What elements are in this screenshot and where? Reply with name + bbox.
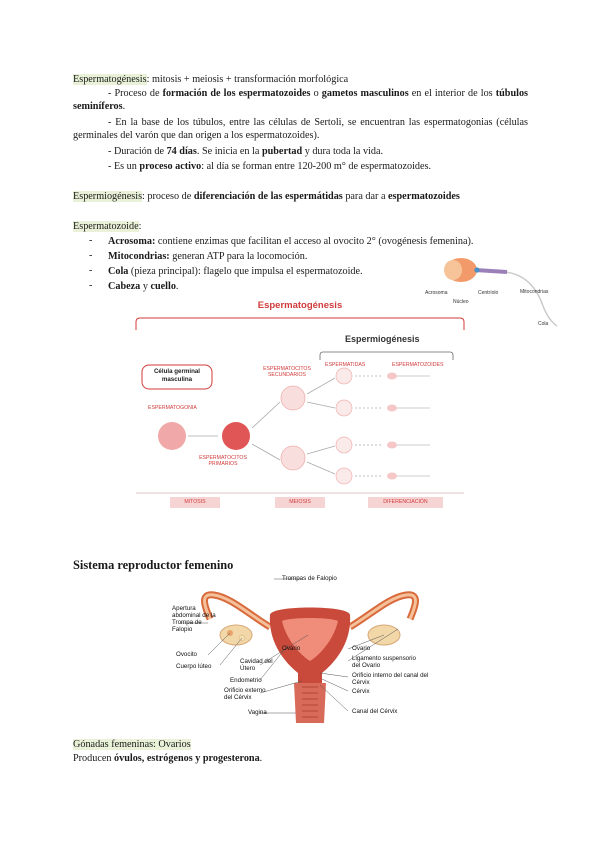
bullet-head-term: Cabeza	[108, 281, 141, 292]
label-nucleus: Núcleo	[453, 299, 469, 305]
item3-text-a: - Duración de	[108, 146, 167, 157]
spermiogenesis-line	[73, 190, 460, 203]
spermiogenesis-bold-a: diferenciación de las espermátidas	[193, 191, 343, 202]
cell-primary	[222, 422, 250, 450]
bullet-mitochondria	[108, 250, 307, 263]
spermiogenesis-term: Espermiogénesis	[73, 191, 143, 202]
bullet-acrosome-text: contiene enzimas que facilitan el acceso al ovocito 2° (ovogénesis femenina).	[155, 236, 474, 247]
arrow-2a	[252, 402, 280, 428]
item1-text-b: o	[310, 88, 322, 99]
arrow-3a	[307, 378, 335, 394]
dash-2: -	[89, 250, 93, 261]
label-vagina: Vagina	[248, 709, 267, 716]
phase-differentiation: DIFERENCIACIÓN	[383, 499, 428, 505]
item4-text-b: : al día se forman entre 120-200 m° de espermatozoides.	[201, 161, 432, 172]
label-secondary: ESPERMATOCITOS SECUNDARIOS	[263, 366, 311, 378]
gonads-suffix: .	[259, 753, 263, 764]
item1-bold-a: formación de los espermatozoides	[162, 88, 311, 99]
bullet-tail-text: (pieza principal): flagelo que impulsa el espermatozoide.	[128, 266, 363, 277]
label-canal: Canal del Cérvix	[352, 708, 398, 715]
item3-text-c: y dura toda la vida.	[302, 146, 384, 157]
spermatozoon-2	[387, 405, 397, 412]
spermatid-4	[336, 468, 352, 484]
leader-internal-os	[320, 673, 348, 677]
label-spermatids: ESPERMATIDAS	[325, 362, 366, 368]
label-tail: Cola	[538, 321, 549, 327]
spermatid-3	[336, 437, 352, 453]
sperm-centriole	[474, 267, 479, 272]
spermatozoon-4	[387, 473, 397, 480]
label-ovary-right: Ovario	[352, 645, 371, 652]
gonads-prefix: Producen	[73, 753, 115, 764]
arrow-3d	[307, 462, 335, 474]
bullet-head-end: .	[175, 281, 179, 292]
item1-text-c: en el interior de los	[408, 88, 496, 99]
sperm-acrosome	[444, 260, 462, 280]
cell-secondary-2	[281, 446, 305, 470]
label-opening: Apertura abdominal de la Trompa de Falopio	[172, 605, 216, 633]
sub-bracket	[320, 352, 453, 360]
gonads-bold: óvulos, estrógenos y progesterona	[114, 753, 260, 764]
item3-text-b: . Se inicia en la	[196, 146, 262, 157]
cell-secondary-1	[281, 386, 305, 410]
label-primary: ESPERMATOCITOS PRIMARIOS	[199, 455, 247, 467]
item3-bold-a: 74 días	[166, 146, 197, 157]
label-external-os: Orificio externo del Cérvix	[224, 687, 266, 701]
bullet-tail	[108, 265, 363, 278]
spermatogenesis-line	[73, 73, 348, 86]
female-section-heading: Sistema reproductor femenino	[73, 558, 234, 572]
diagram-subtitle: Espermiogénesis	[345, 334, 420, 344]
bullet-acrosome	[108, 235, 473, 248]
uterus-figure	[170, 575, 450, 725]
arrow-3b	[307, 402, 335, 408]
spermatogenesis-item-3	[108, 145, 383, 158]
label-endometrium: Endometrio	[230, 677, 262, 684]
bullet-head	[108, 280, 178, 293]
item1-bold-b: gametos masculinos	[321, 88, 409, 99]
dash-1: -	[89, 235, 93, 246]
spermatogenesis-item-2: - En la base de los túbulos, entre las células de Sertoli, se encuentran las espermatogonias (células germinales del varón que dan origen a los espermatozoides).	[73, 117, 528, 141]
phase-mitosis: MITOSIS	[184, 499, 206, 505]
label-cavity: Cavidad del Útero	[240, 658, 273, 672]
label-centriole: Centríolo	[478, 290, 499, 296]
spermatozoon-1	[387, 373, 397, 380]
label-corpus: Cuerpo lúteo	[176, 663, 212, 670]
label-mitochondria: Mitocondrias	[520, 289, 549, 295]
spermatogenesis-definition: : mitosis + meiosis + transformación morfológica	[146, 74, 349, 85]
sperm-tail-flagellum	[505, 272, 557, 326]
right-tube-inner	[350, 595, 416, 627]
bullet-neck-term: cuello	[150, 281, 176, 292]
spermatogenesis-diagram	[130, 300, 470, 515]
sperm-midpiece	[475, 270, 507, 272]
left-ovary	[220, 625, 252, 645]
spermatid-1	[336, 368, 352, 384]
item1-text-d: .	[122, 101, 126, 112]
dash-4: -	[89, 280, 93, 291]
spermiogenesis-text-b: para dar a	[342, 191, 389, 202]
label-acrosome: Acrosoma	[425, 290, 448, 296]
bullet-head-text: y	[140, 281, 151, 292]
spermiogenesis-bold-b: espermatozoides	[388, 191, 460, 202]
spermatogenesis-term: Espermatogénesis	[73, 74, 147, 85]
dash-3: -	[89, 265, 93, 276]
spermatozoon-colon: :	[138, 221, 142, 232]
spermatozoon-term: Espermatozoide	[73, 221, 139, 232]
label-internal-os: Orificio interno del canal del Cérvix	[352, 672, 429, 686]
arrow-3c	[307, 446, 335, 454]
label-spermatogonia: ESPERMATOGONIA	[148, 405, 197, 411]
leader-oocyte	[208, 633, 230, 655]
spermatogenesis-item-1	[73, 87, 528, 113]
cell-spermatogonia	[158, 422, 186, 450]
item1-bold-c: túbulos seminíferos	[73, 88, 529, 112]
label-oocyte: Ovocito	[176, 651, 197, 658]
label-ovary-top: Ovario	[282, 645, 301, 652]
item1-text-a: - Proceso de	[108, 88, 163, 99]
bullet-mitochondria-term: Mitocondrias:	[108, 251, 170, 262]
gonads-heading: Gónadas femeninas: Ovarios	[73, 739, 191, 750]
item4-bold-a: proceso activo	[139, 161, 202, 172]
item4-text-a: - Es un	[108, 161, 140, 172]
spermiogenesis-text-a: : proceso de	[142, 191, 194, 202]
bullet-mitochondria-text: generan ATP para la locomoción.	[169, 251, 308, 262]
label-spermatozoa: ESPERMATOZOIDES	[392, 362, 444, 368]
label-cervix: Cérvix	[352, 688, 370, 695]
spermatogenesis-item-4	[108, 160, 431, 173]
uterus-illustration	[170, 575, 450, 725]
diagram-title: Espermatogénesis	[257, 300, 343, 311]
item3-bold-b: pubertad	[261, 146, 303, 157]
gonads-line	[73, 738, 191, 751]
bullet-acrosome-term: Acrosoma:	[108, 236, 156, 247]
spermatozoa-group	[387, 373, 430, 480]
bullet-tail-term: Cola	[108, 266, 129, 277]
label-fallopian: Trompas de Falopio	[282, 575, 337, 582]
callout-text: Célula germinal masculina	[153, 368, 201, 383]
phase-meiosis: MEIOSIS	[289, 499, 311, 505]
top-bracket	[136, 318, 464, 330]
spermatid-2	[336, 400, 352, 416]
spermatozoon-heading	[73, 220, 141, 233]
label-ligament: Ligamento suspensorio del Ovario	[352, 655, 416, 669]
gonads-products	[73, 752, 262, 765]
spermatozoon-3	[387, 442, 397, 449]
